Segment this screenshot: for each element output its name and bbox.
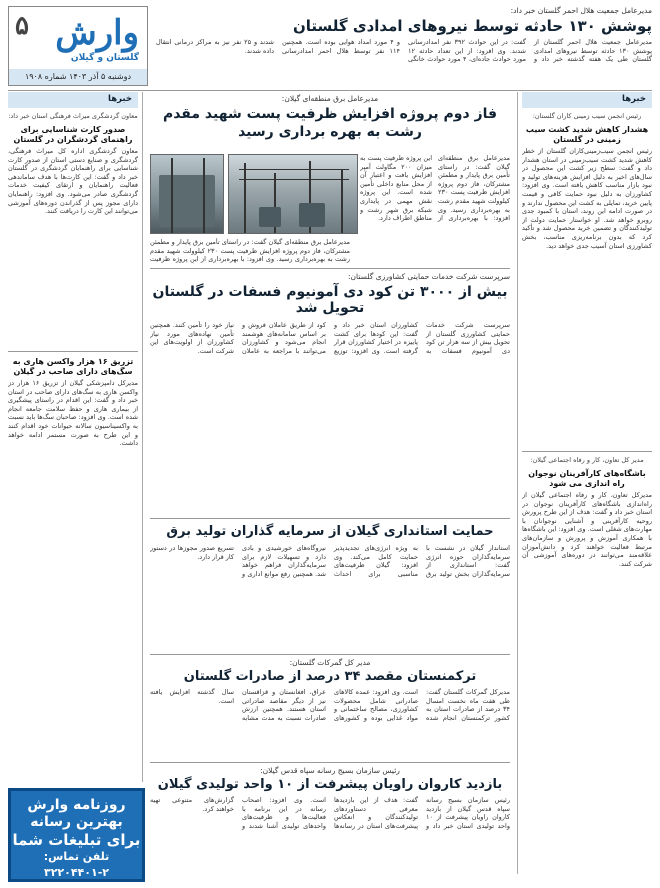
right-item1-body: رئیس انجمن سیب‌زمینی‌کاران گلستان از خطر کاهش شدید کشت سیب‌زمینی در استان هشدار داد و گفت: سطح زیر کشت این محصول در سال‌های اخیر به دلیل افزایش هزینه‌های تولید و نبود بازار مناسب کاهش یافته است. وی افزود: کشاورزان به دلیل نبود حمایت کافی و قیمت پایین خرید، تمایلی به کشت این محصول ندارند و در صورت ادامه این روند، استان با کمبود جدی روبرو خواهد شد. او خواستار حمایت دولت از تولیدکنندگان و تضمین خرید محصول شد و تأکید کرد که بدون برنامه‌ریزی مناسب، بخش کشاورزی استان آسیب جدی خواهد دید. xyxy=(522,147,652,250)
masthead xyxy=(8,6,148,86)
power-story-headline: فاز دوم پروژه افزایش ظرفیت پست شهید مقدم رشت به بهره برداری رسید xyxy=(162,106,498,140)
masthead-tagline: گلستان و گیلان xyxy=(70,53,139,63)
ad-line-1: روزنامه وارش xyxy=(27,797,126,813)
issue-date: دوشنبه ۵ آذر ۱۴۰۳ شماره ۱۹۰۸ xyxy=(9,69,147,85)
page-number: ۵ xyxy=(15,11,29,41)
divider xyxy=(150,762,510,763)
ad-line-3: برای تبلیغات شما xyxy=(12,831,141,849)
left-item1-body: معاون گردشگری اداره کل میراث فرهنگی، گردشگری و صنایع دستی استان از صدور کارت شناسایی برای راهنمایان گردشگری در گلستان خبر داد و گفت: این کارت‌ها با هدف ساماندهی فعالیت راهنمایان و ارتقای کیفیت خدمات گردشگری صادر می‌شود. وی افزود: راهنمایان دارای مجوز پس از گذراندن دوره‌های آموزشی می‌توانند این کارت را دریافت کنند. xyxy=(8,147,138,216)
fertilizer-story-body: سرپرست شرکت خدمات حمایتی کشاورزی گلستان از تحویل بیش از سه هزار تن کود دی آمونیوم فسفات به کشاورزان استان خبر داد و گفت: این کودها برای کشت پاییزه در اختیار کشاورزان قرار گرفته است. وی افزود: توزیع کود از طریق عاملان فروش و بر اساس سامانه‌های هوشمند انجام می‌شود و کشاورزان می‌توانند با مراجعه به عاملان نیاز خود را تأمین کنند. همچنین تأمین نهاده‌های مورد نیاز کشاورزان از اولویت‌های این شرکت است. xyxy=(150,321,510,355)
newspaper-logo: وارش xyxy=(55,13,139,53)
caravan-story-kicker: رئیس سازمان بسیج رسانه سپاه قدس گیلان: xyxy=(260,766,400,775)
turkmen-story-kicker: مدیر کل گمرکات گلستان: xyxy=(289,658,371,667)
turkmen-story xyxy=(150,658,510,758)
caravan-story-body: رئیس سازمان بسیج رسانه سپاه قدس گیلان از بازدید کاروان راویان پیشرفت از ۱۰ واحد تولیدی استان خبر داد و گفت: هدف از این بازدیدها معرفی دستاوردهای تولیدکنندگان و انعکاس پیشرفت‌های استان در رسانه‌ها است. وی افزود: اصحاب رسانه در این برنامه با فعالیت‌ها و ظرفیت‌های واحدهای تولیدی آشنا شدند و گزارش‌های متنوعی تهیه خواهند کرد. xyxy=(150,796,510,830)
left-item2-body: مدیرکل دامپزشکی گیلان از تزریق ۱۶ هزار دز واکسن هاری به سگ‌های دارای صاحب در استان خبر داد و گفت: این اقدام در راستای پیشگیری از بیماری هاری و حفظ سلامت جامعه انجام شده است. وی افزود: صاحبان سگ‌ها باید نسبت به واکسیناسیون سالانه حیوانات خود اقدام کنند و این طرح به صورت مستمر ادامه خواهد داشت. xyxy=(8,379,138,448)
transformer-photo xyxy=(150,154,224,234)
ad-phone: تلفن تماس: ۲-۳۲۲۰۴۴۰۱ xyxy=(43,850,110,879)
right-sidebar-header: خبرها xyxy=(522,92,652,108)
top-story-headline: پوشش ۱۳۰ حادثه توسط نیروهای امدادی گلستان xyxy=(292,17,652,35)
ad-line-2: بهترین رسانه xyxy=(30,814,123,830)
left-sidebar xyxy=(8,92,143,782)
turkmen-story-body: مدیرکل گمرکات گلستان گفت: طی هفت ماه نخست امسال ۳۴ درصد از صادرات استان به کشور ترکمنستان انجام شده است. وی افزود: عمده کالاهای صادراتی شامل محصولات کشاورزی، مصالح ساختمانی و مواد غذایی بوده و کشورهای عراق، افغانستان و قزاقستان نیز از دیگر مقاصد صادراتی استان هستند. همچنین ارزش صادرات نسبت به مدت مشابه سال گذشته افزایش یافته است. xyxy=(150,688,510,722)
divider xyxy=(522,451,652,452)
fertilizer-story-kicker: سرپرست شرکت خدمات حمایتی کشاورزی گلستان: xyxy=(348,272,510,281)
divider xyxy=(8,90,652,91)
right-item2-kicker: مدیر کل تعاون، کار و رفاه اجتماعی گیلان: xyxy=(530,456,644,464)
divider xyxy=(150,518,510,519)
left-item1-title: صدور کارت شناسایی برای راهنمای گردشگران در گلستان xyxy=(13,125,133,144)
investors-story-headline: حمایت استانداری گیلان از سرمایه گذاران تولید برق xyxy=(166,524,494,539)
power-story-kicker: مدیرعامل برق منطقه‌ای گیلان: xyxy=(281,94,379,103)
power-story-body: مدیرعامل برق منطقه‌ای گیلان گفت: در راستای تأمین برق پایدار و مطمئن مشترکان، فاز دوم پروژه افزایش ظرفیت پست ۲۳۰ کیلوولت شهید مقدم رشت به بهره‌برداری رسید. وی افزود: با بهره‌برداری از این پروژه ظرفیت پست به میزان ۲۰۰ مگاولت آمپر افزایش یافت و اعتبار آن از محل منابع داخلی تأمین شده است. این پروژه نقش مهمی در پایداری شبکه برق شهر رشت و مناطق اطراف دارد. xyxy=(360,154,510,223)
advertisement xyxy=(8,788,145,882)
fertilizer-story xyxy=(150,272,510,512)
top-story-kicker: مدیرعامل جمعیت هلال احمر گلستان خبر داد: xyxy=(510,6,652,15)
top-story xyxy=(156,6,652,88)
left-item1-kicker: معاون گردشگری میراث فرهنگی استان خبر داد: xyxy=(8,112,138,120)
power-story xyxy=(150,94,510,264)
substation-photo xyxy=(228,154,358,234)
investors-story xyxy=(150,522,510,652)
right-sidebar xyxy=(517,92,652,874)
right-item1-title: هشدار کاهش شدید کشت سیب زمینی در گلستان xyxy=(525,125,649,144)
right-item2-title: باشگاه‌های کارآفرینان نوجوان راه اندازی می شود xyxy=(528,469,646,488)
divider xyxy=(150,654,510,655)
caravan-story xyxy=(150,766,510,882)
divider xyxy=(150,268,510,269)
investors-story-body: استاندار گیلان در نشست با سرمایه‌گذاران حوزه انرژی گفت: استانداری از سرمایه‌گذاران بخش تولید برق به ویژه انرژی‌های تجدیدپذیر حمایت کامل می‌کند. وی افزود: گیلان ظرفیت‌های مناسبی برای احداث نیروگاه‌های خورشیدی و بادی دارد و تسهیلات لازم برای سرمایه‌گذاران فراهم خواهد شد. همچنین رفع موانع اداری و تسریع صدور مجوزها در دستور کار قرار دارد. xyxy=(150,544,510,578)
right-item1-kicker: رئیس انجمن سیب زمینی کاران گلستان: xyxy=(532,112,642,120)
turkmen-story-headline: ترکمنستان مقصد ۳۴ درصد از صادرات گلستان xyxy=(183,669,477,684)
power-story-body-continued: مدیرعامل برق منطقه‌ای گیلان گفت: در راستای تأمین برق پایدار و مطمئن مشترکان، فاز دوم پروژه افزایش ظرفیت پست ۲۳۰ کیلوولت شهید مقدم رشت به بهره‌برداری رسید. وی افزود: با بهره‌برداری از این پروژه ظرفیت xyxy=(150,238,350,264)
left-sidebar-header: خبرها xyxy=(8,92,138,108)
right-item2-body: مدیرکل تعاون، کار و رفاه اجتماعی گیلان از راه‌اندازی باشگاه‌های کارآفرینان نوجوان در استان خبر داد و گفت: هدف از این طرح پرورش روحیه کارآفرینی و آشنایی نوجوانان با مهارت‌های شغلی است. وی افزود: این باشگاه‌ها با همکاری آموزش و پرورش و سازمان‌های مرتبط فعالیت خواهند کرد و دانش‌آموزان علاقه‌مند می‌توانند در دوره‌های آموزشی آن شرکت کنند. xyxy=(522,491,652,568)
fertilizer-story-headline: بیش از ۳۰۰۰ تن کود دی آمونیوم فسفات در گلستان تحویل شد xyxy=(152,284,508,316)
caravan-story-headline: بازدید کاروان راویان پیشرفت از ۱۰ واحد تولیدی گیلان xyxy=(157,777,503,792)
divider xyxy=(8,351,138,352)
top-story-body: مدیرعامل جمعیت هلال احمر گلستان از پوشش ۱۳۰ حادثه توسط نیروهای امدادی گلستان طی یک هفته گذشته خبر داد و گفت: در این حوادث ۳۹۲ نفر امدادرسانی شدند. وی افزود: از این تعداد حادثه ۱۲ مورد حوادث جاده‌ای، ۴ مورد حوادث خانگی و ۴ مورد امداد هوایی بوده است. همچنین ۱۱۴ نفر توسط هلال احمر امدادرسانی شدند و ۲۵ نفر نیز به مراکز درمانی انتقال داده شدند. xyxy=(156,38,652,64)
left-item2-title: تزریق ۱۶ هزار واکسن هاری به سگ‌های دارای صاحب در گیلان xyxy=(12,357,134,376)
